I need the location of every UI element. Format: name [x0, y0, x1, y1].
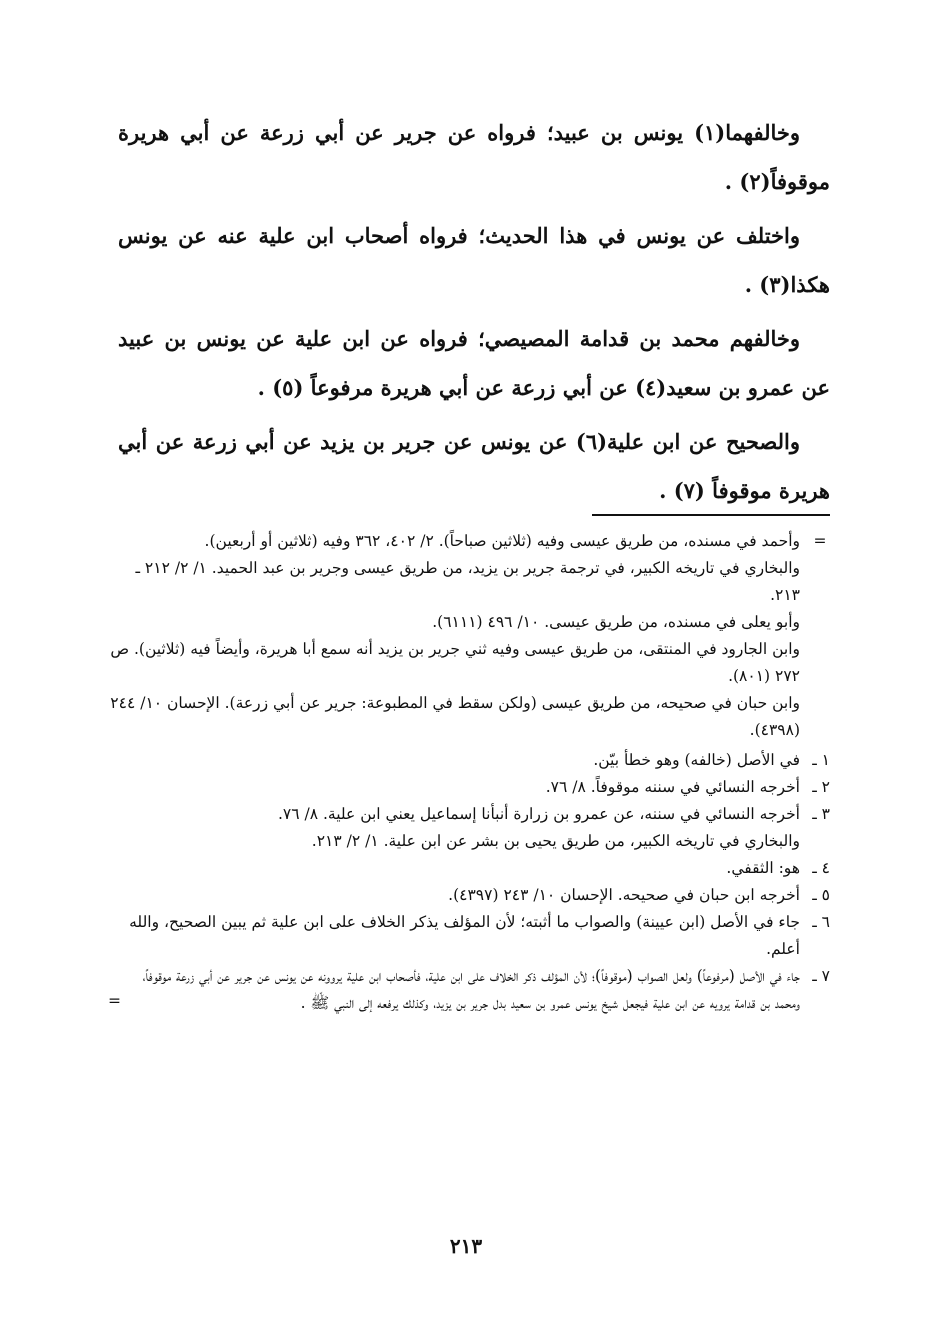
footnote-text: في الأصل (خالفه) وهو خطأ بيّن. [593, 751, 800, 769]
footnote-number: ٥ ـ [812, 886, 830, 904]
footnote-6 [108, 909, 830, 963]
footnote-continuation [108, 528, 830, 744]
footnotes [108, 528, 830, 1017]
footnote-2 [108, 774, 830, 801]
continuation-mark-end: = [108, 992, 121, 1010]
continuation-note-1: وأحمد في مسنده، من طريق عيسى وفيه (ثلاثين صباحاً). ٢/ ٤٠٢، ٣٦٢ وفيه (ثلاثين أو أربعين). [204, 532, 800, 550]
footnote-number: ١ ـ [812, 751, 830, 769]
footnote-number: ٤ ـ [812, 859, 830, 877]
main-text [118, 108, 830, 520]
paragraph-3: وخالفهم محمد بن قدامة المصيصي؛ فرواه عن ابن علية عن يونس بن عبيد عن عمرو بن سعيد(٤) عن أبي زرعة عن أبي هريرة مرفوعاً (٥) . [118, 326, 830, 400]
continuation-note-2: والبخاري في تاريخه الكبير، في ترجمة جرير بن يزيد، من طريق عيسى وجرير بن عبد الحميد. ١/ ٢/ ٢١٢ ـ ٢١٣. [135, 559, 800, 604]
continuation-note-4: وابن الجارود في المنتقى، من طريق عيسى وفيه ثني جرير بن يزيد أنه سمع أبا هريرة، وأيضاً فيه (ثلاثين). ص ٢٧٢ (٨٠١). [110, 640, 800, 685]
footnote-4 [108, 855, 830, 882]
footnote-number: ٧ ـ [812, 967, 830, 985]
footnote-7 [108, 963, 830, 1017]
footnote-number: ٣ ـ [812, 805, 830, 823]
footnote-text: والبخاري في تاريخه الكبير، من طريق يحيى بن بشر عن ابن علية. ١/ ٢/ ٢١٣. [311, 832, 800, 850]
footnote-1 [108, 747, 830, 774]
footnote-text: أخرجه ابن حبان في صحيحه. الإحسان ١٠/ ٢٤٣ (٤٣٩٧). [448, 886, 800, 904]
paragraph-2: واختلف عن يونس في هذا الحديث؛ فرواه أصحاب ابن علية عنه عن يونس هكذا(٣) . [118, 223, 830, 297]
paragraph-4: والصحيح عن ابن علية(٦) عن يونس عن جرير بن يزيد عن أبي زرعة عن أبي هريرة موقوفاً (٧) . [118, 429, 830, 503]
footnote-number: ٢ ـ [812, 778, 830, 796]
page-number: ٢١٣ [449, 1234, 483, 1258]
footnote-text: جاء في الأصل (ابن عيينة) والصواب ما أثبته؛ لأن المؤلف يذكر الخلاف على ابن علية ثم يبين الصحيح، والله أعلم. [129, 913, 800, 958]
footnote-text: أخرجه النسائي في سننه، عن عمرو بن زرارة أنبأنا إسماعيل يعني ابن علية. ٨/ ٧٦. [277, 805, 800, 823]
footnote-number: ٦ ـ [812, 913, 830, 931]
footnote-3 [108, 801, 830, 855]
footnote-text: أخرجه النسائي في سننه موقوفاً. ٨/ ٧٦. [545, 778, 800, 796]
continuation-note-5: وابن حبان في صحيحه، من طريق عيسى (ولكن سقط في المطبوعة: جرير عن أبي زرعة). الإحسان ١٠/ ٢٤٤ (٤٣٩٨). [110, 694, 800, 739]
continuation-mark: = [813, 532, 827, 550]
paragraph-1: وخالفهما(١) يونس بن عبيد؛ فرواه عن جرير عن أبي زرعة عن أبي هريرة موقوفاً(٢) . [118, 120, 830, 194]
continuation-note-3: وأبو يعلى في مسنده، من طريق عيسى. ١٠/ ٤٩٦ (٦١١١). [432, 613, 800, 631]
footnote-text: جاء في الأصل (مرفوعاً) ولعل الصواب (موقوفاً)؛ لأن المؤلف ذكر الخلاف على ابن علية، فأصحاب ابن علية يروونه عن يونس عن جرير عن أبي زرعة موقوفاً، ومحمد بن قدامة يرويه عن ابن علية فيجعل شيخ يونس عمرو بن سعيد بدل جرير بن يزيد، وكذلك يرفعه إلى النبي ﷺ . [142, 967, 800, 1012]
footnote-text: هو: الثقفي. [726, 859, 800, 877]
footnote-5 [108, 882, 830, 909]
footnote-separator [592, 514, 830, 516]
